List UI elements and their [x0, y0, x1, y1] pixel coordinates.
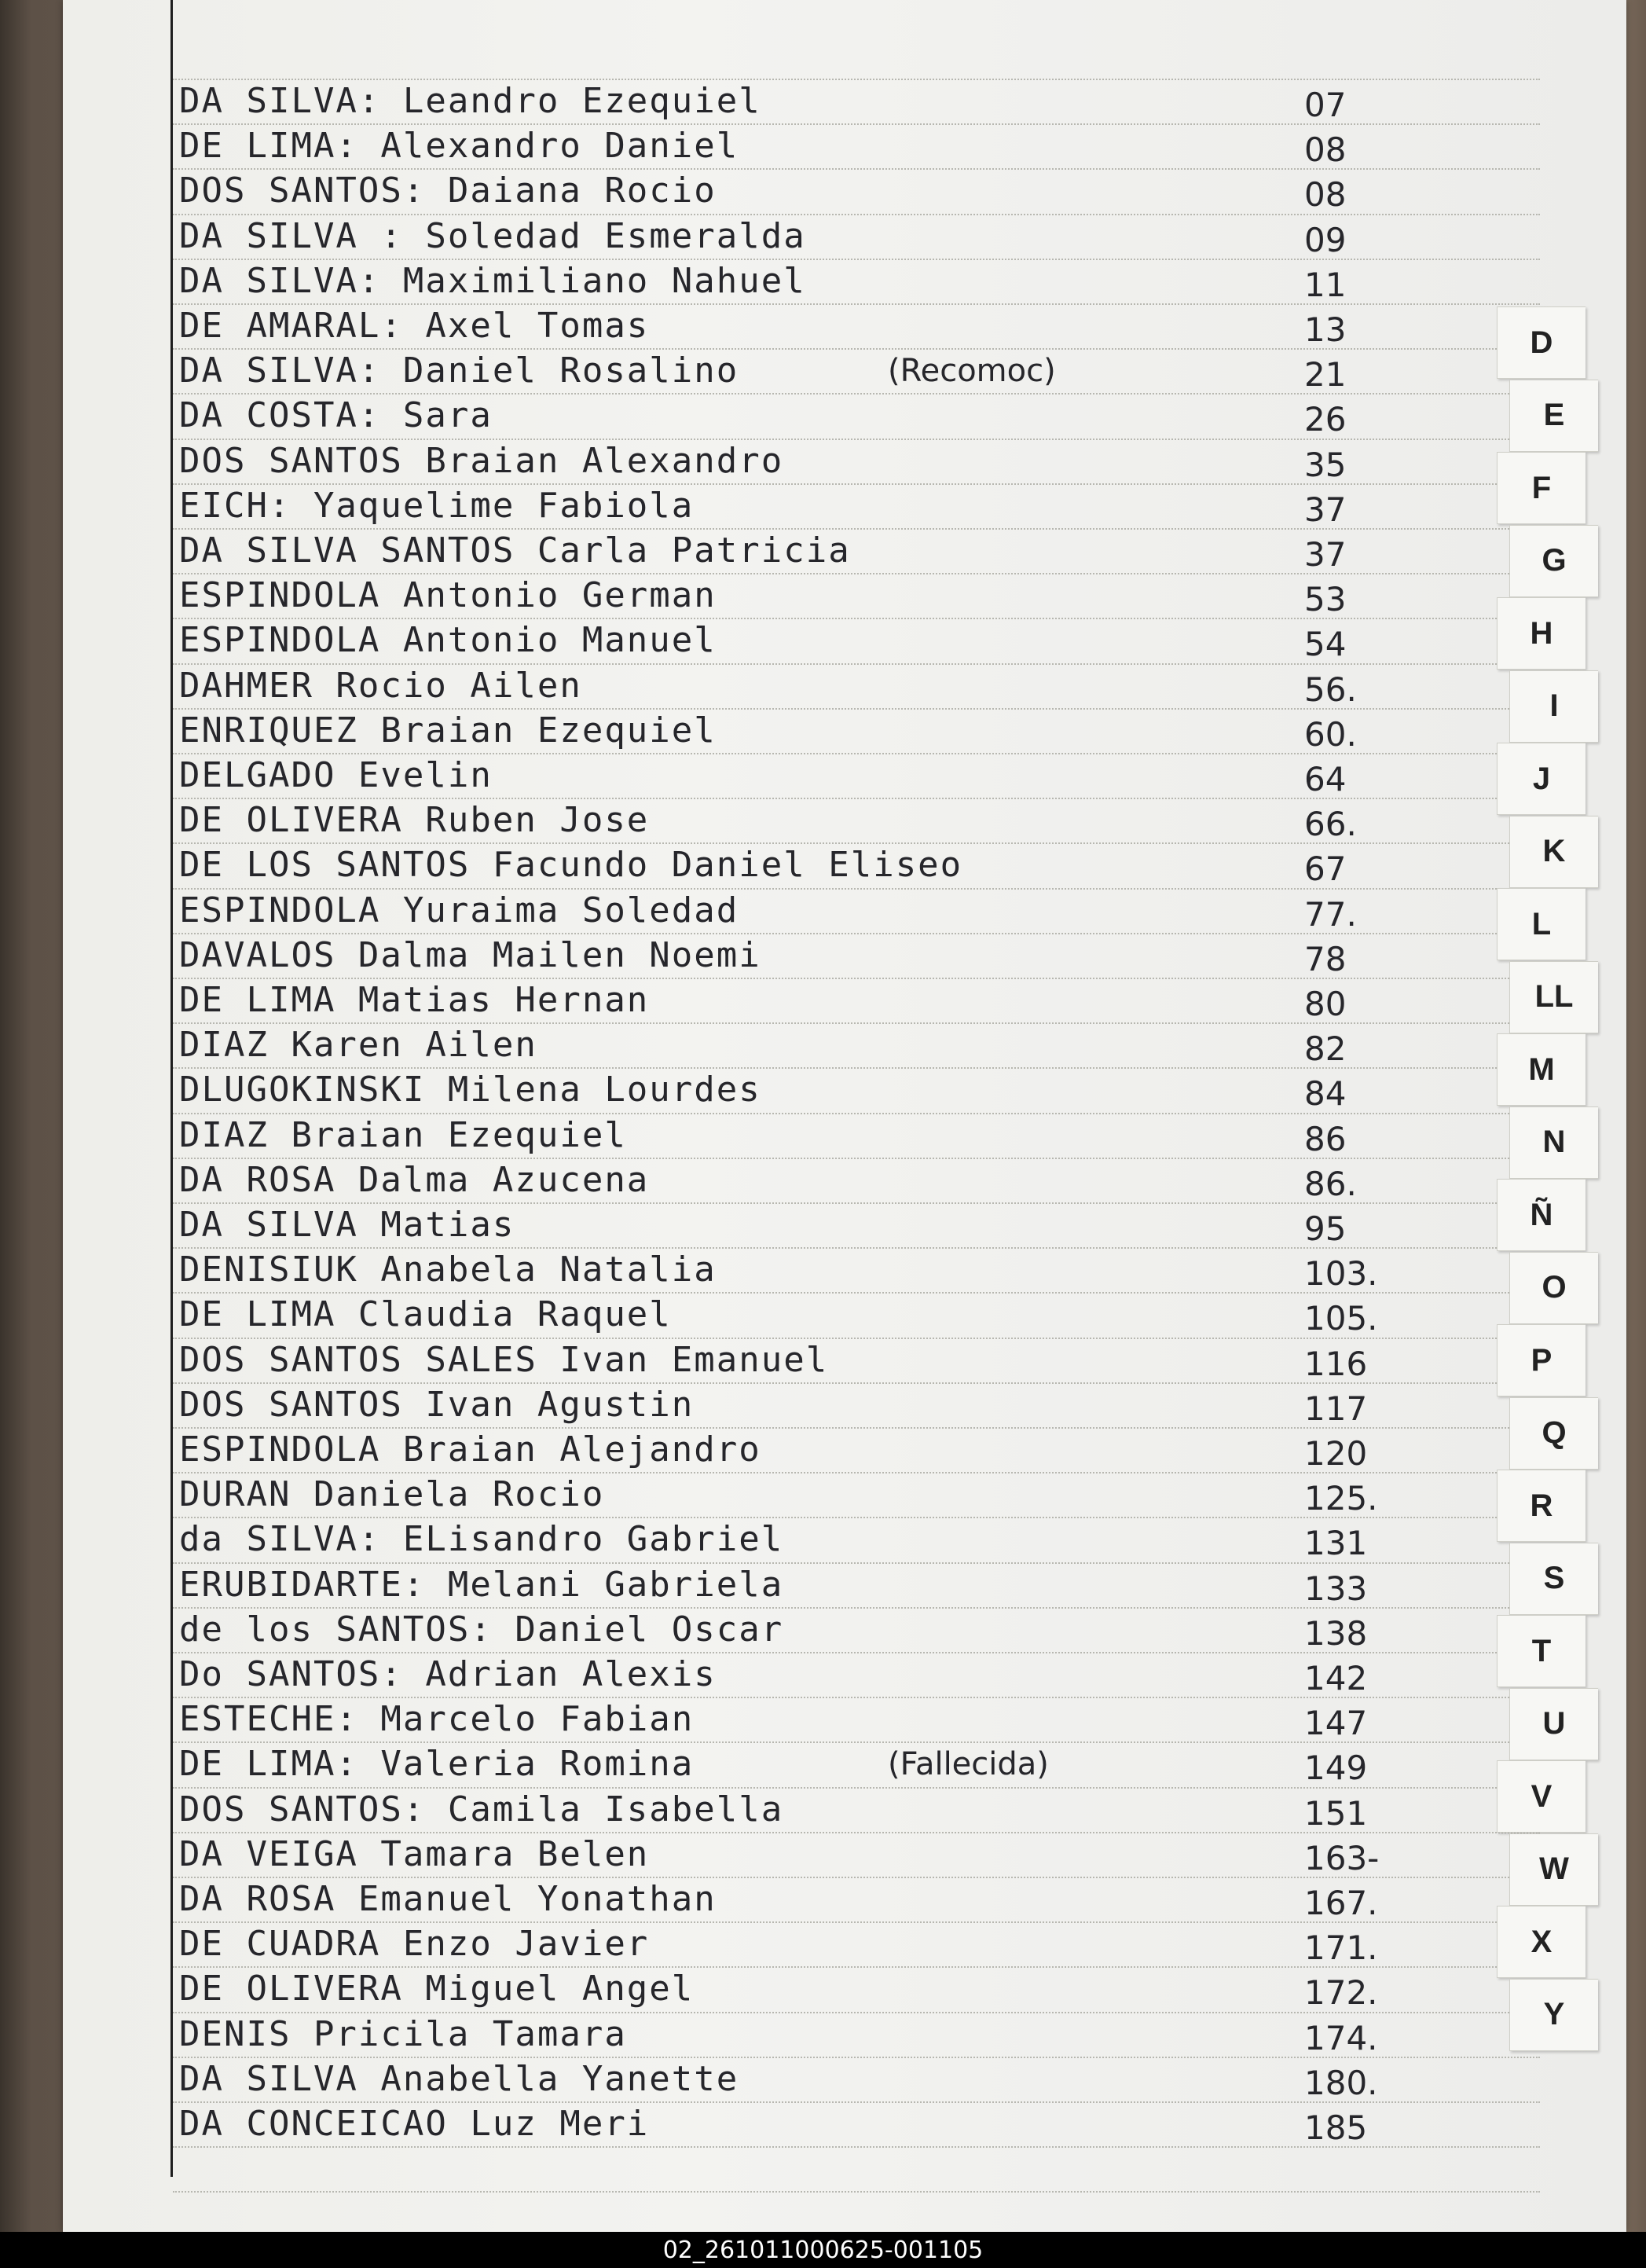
- entry-row: [173, 485, 1399, 529]
- entry-number: 185: [1304, 2108, 1368, 2147]
- index-tab[interactable]: K: [1509, 816, 1598, 888]
- entry-row: [173, 2058, 1399, 2102]
- entry-row: [173, 215, 1399, 259]
- entry-row: [173, 1114, 1399, 1158]
- index-tab[interactable]: L: [1497, 888, 1586, 960]
- entry-row: [173, 305, 1399, 349]
- index-tab[interactable]: Y: [1509, 1979, 1598, 2051]
- index-tabs: [1497, 306, 1607, 2075]
- entry-name: DE OLIVERA Ruben Jose: [179, 800, 650, 841]
- entry-number: 147: [1304, 1704, 1368, 1743]
- entry-row: [173, 979, 1399, 1023]
- index-tab[interactable]: N: [1509, 1106, 1598, 1179]
- entry-number: 180.: [1304, 2063, 1378, 2102]
- entry-name: ESPINDOLA Braian Alejandro: [179, 1429, 761, 1470]
- index-tab[interactable]: H: [1497, 597, 1586, 670]
- entry-name: DA CONCEICAO Luz Meri: [179, 2104, 650, 2144]
- entry-number: 67: [1304, 850, 1347, 889]
- index-tab[interactable]: Ñ: [1497, 1179, 1586, 1251]
- entry-name: Do SANTOS: Adrian Alexis: [179, 1654, 717, 1694]
- entry-name: DOS SANTOS Braian Alexandro: [179, 440, 784, 481]
- entry-row: [173, 1429, 1399, 1473]
- entry-row: [173, 440, 1399, 484]
- ledger-page: [63, 0, 1626, 2232]
- entry-row: [173, 350, 1399, 394]
- entry-name: DE CUADRA Enzo Javier: [179, 1924, 650, 1965]
- entry-name: DOS SANTOS Ivan Agustin: [179, 1384, 695, 1425]
- entry-row: [173, 619, 1399, 663]
- index-tab[interactable]: T: [1497, 1615, 1586, 1687]
- entry-row: [173, 1473, 1399, 1518]
- entry-name: DELGADO Evelin: [179, 755, 493, 795]
- entry-number: 151: [1304, 1793, 1368, 1833]
- entry-row: [173, 1878, 1399, 1922]
- entry-row: [173, 395, 1399, 439]
- entry-name: DE LIMA: Valeria Romina: [179, 1744, 695, 1785]
- entry-row: [173, 574, 1399, 618]
- entry-row: [173, 1339, 1399, 1383]
- entry-number: 142: [1304, 1659, 1368, 1697]
- entry-name: DOS SANTOS SALES Ivan Emanuel: [179, 1339, 829, 1380]
- entry-row: [173, 1698, 1399, 1742]
- entry-number: 11: [1304, 265, 1347, 304]
- entry-row: [173, 844, 1399, 888]
- entry-row: [173, 2013, 1399, 2057]
- entry-number: 09: [1304, 220, 1347, 259]
- entry-number: 171.: [1304, 1929, 1378, 1968]
- entry-name: DAVALOS Dalma Mailen Noemi: [179, 934, 761, 975]
- entry-row: [173, 530, 1399, 574]
- entry-name: DAHMER Rocio Ailen: [179, 665, 582, 706]
- entry-name: DA SILVA: Maximiliano Nahuel: [179, 260, 806, 301]
- entry-number: 149: [1304, 1749, 1368, 1788]
- entry-number: 07: [1304, 86, 1347, 124]
- entry-name: ESPINDOLA Yuraima Soledad: [179, 890, 739, 930]
- entry-name: DIAZ Braian Ezequiel: [179, 1114, 627, 1155]
- index-tab[interactable]: X: [1497, 1906, 1586, 1978]
- entry-row: [173, 1564, 1399, 1608]
- entry-number: 37: [1304, 535, 1347, 574]
- entry-name: DE AMARAL: Axel Tomas: [179, 306, 650, 346]
- entry-number: 120: [1304, 1434, 1368, 1473]
- entry-number: 138: [1304, 1613, 1368, 1653]
- entry-name: DA ROSA Dalma Azucena: [179, 1159, 650, 1200]
- index-tab[interactable]: R: [1497, 1470, 1586, 1542]
- index-tab[interactable]: V: [1497, 1760, 1586, 1833]
- entry-number: 13: [1304, 310, 1347, 349]
- entry-number: 163-: [1304, 1838, 1380, 1877]
- index-tab[interactable]: LL: [1509, 961, 1598, 1033]
- entry-name: ESPINDOLA Antonio German: [179, 575, 717, 616]
- entry-number: 66.: [1304, 805, 1357, 844]
- entry-name: DIAZ Karen Ailen: [179, 1025, 537, 1066]
- entry-number: 77.: [1304, 894, 1357, 934]
- entry-row: [173, 1609, 1399, 1653]
- entry-row: [173, 799, 1399, 843]
- entry-number: 116: [1304, 1344, 1368, 1383]
- entry-number: 167.: [1304, 1884, 1378, 1922]
- entry-row: [173, 170, 1399, 214]
- entry-number: 174.: [1304, 2018, 1378, 2057]
- entry-name: ESTECHE: Marcelo Fabian: [179, 1699, 695, 1740]
- entry-name: DE LIMA Matias Hernan: [179, 980, 650, 1020]
- entry-name: DA VEIGA Tamara Belen: [179, 1833, 650, 1874]
- entry-number: 125.: [1304, 1479, 1378, 1518]
- entry-row: [173, 1923, 1399, 1967]
- entry-name: DENISIUK Anabela Natalia: [179, 1250, 717, 1290]
- entry-number: 08: [1304, 175, 1347, 215]
- entry-number: 35: [1304, 445, 1347, 484]
- index-tab[interactable]: E: [1509, 380, 1598, 452]
- entry-row: [173, 80, 1399, 124]
- entry-number: 103.: [1304, 1254, 1378, 1294]
- entry-row: [173, 125, 1399, 169]
- entry-number: 21: [1304, 355, 1347, 395]
- entry-row: [173, 1653, 1399, 1697]
- entry-name: DA SILVA SANTOS Carla Patricia: [179, 530, 851, 571]
- entry-name: DA COSTA: Sara: [179, 395, 493, 436]
- entry-row: [173, 890, 1399, 934]
- entry-number: 82: [1304, 1029, 1347, 1069]
- entry-number: 131: [1304, 1524, 1368, 1563]
- entry-name: DOS SANTOS: Camila Isabella: [179, 1789, 784, 1829]
- entry-row: [173, 1159, 1399, 1203]
- entry-number: 172.: [1304, 1973, 1378, 2013]
- index-tab[interactable]: F: [1497, 452, 1586, 524]
- entry-note: (Fallecida): [888, 1746, 1049, 1783]
- entry-number: 53: [1304, 580, 1347, 619]
- entry-number: 117: [1304, 1389, 1368, 1428]
- entry-row: [173, 710, 1399, 754]
- entry-name: ESPINDOLA Antonio Manuel: [179, 620, 717, 661]
- entry-name: da SILVA: ELisandro Gabriel: [179, 1519, 784, 1560]
- entry-name: EICH: Yaquelime Fabiola: [179, 485, 695, 526]
- entry-name: DENIS Pricila Tamara: [179, 2013, 627, 2054]
- entry-row: [173, 754, 1399, 798]
- entry-name: DE LIMA Claudia Raquel: [179, 1294, 672, 1335]
- entry-number: 78: [1304, 939, 1347, 978]
- entry-row: [173, 1518, 1399, 1562]
- index-tab[interactable]: M: [1497, 1033, 1586, 1106]
- index-tab[interactable]: O: [1509, 1252, 1598, 1324]
- index-tab[interactable]: P: [1497, 1324, 1586, 1396]
- entry-number: 80: [1304, 985, 1347, 1023]
- entry-number: 105.: [1304, 1299, 1378, 1338]
- entry-name: DE LIMA: Alexandro Daniel: [179, 126, 739, 167]
- entry-name: DOS SANTOS: Daiana Rocio: [179, 171, 717, 211]
- entry-number: 84: [1304, 1074, 1347, 1114]
- entry-name: ENRIQUEZ Braian Ezequiel: [179, 710, 717, 750]
- entry-name: DA SILVA Matias: [179, 1205, 515, 1245]
- index-tab[interactable]: I: [1509, 670, 1598, 743]
- entry-number: 95: [1304, 1209, 1347, 1248]
- entry-number: 86.: [1304, 1164, 1357, 1203]
- entry-row: [173, 1024, 1399, 1068]
- index-tab[interactable]: D: [1497, 306, 1586, 379]
- entry-row: [173, 1833, 1399, 1877]
- entry-name: DA ROSA Emanuel Yonathan: [179, 1879, 717, 1919]
- entry-row: [173, 1384, 1399, 1428]
- entry-row: [173, 260, 1399, 304]
- entry-name: DA SILVA: Daniel Rosalino: [179, 350, 739, 391]
- entry-note: (Recomoc): [888, 353, 1056, 390]
- index-tab[interactable]: Q: [1509, 1397, 1598, 1470]
- entry-number: 133: [1304, 1569, 1368, 1608]
- entry-name: DA SILVA: Leandro Ezequiel: [179, 81, 761, 121]
- ruled-line: [173, 2191, 1540, 2193]
- entry-row: [173, 1968, 1399, 2012]
- entry-name: DE OLIVERA Miguel Angel: [179, 1969, 695, 2009]
- index-tab[interactable]: S: [1509, 1543, 1598, 1615]
- entry-number: 37: [1304, 490, 1347, 529]
- entry-row: [173, 665, 1399, 709]
- entry-number: 64: [1304, 760, 1347, 798]
- index-tab[interactable]: U: [1509, 1688, 1598, 1760]
- entry-name: DE LOS SANTOS Facundo Daniel Eliseo: [179, 845, 963, 886]
- entry-row: [173, 1294, 1399, 1338]
- image-caption: 02_261011000625-001105: [0, 2232, 1646, 2268]
- entry-name: ERUBIDARTE: Melani Gabriela: [179, 1564, 784, 1605]
- entry-row: [173, 1249, 1399, 1293]
- entry-name: DA SILVA Anabella Yanette: [179, 2058, 739, 2099]
- entry-number: 60.: [1304, 714, 1357, 754]
- entry-number: 26: [1304, 400, 1347, 439]
- entry-row: [173, 1743, 1399, 1787]
- entry-name: DLUGOKINSKI Milena Lourdes: [179, 1070, 761, 1110]
- entry-name: DA SILVA : Soledad Esmeralda: [179, 215, 806, 256]
- entry-number: 54: [1304, 625, 1347, 664]
- entry-name: de los SANTOS: Daniel Oscar: [179, 1609, 784, 1650]
- entry-row: [173, 1204, 1399, 1248]
- entry-number: 86: [1304, 1119, 1347, 1158]
- entry-row: [173, 1069, 1399, 1113]
- entry-row: [173, 2103, 1399, 2147]
- index-tab[interactable]: W: [1509, 1833, 1598, 1906]
- entry-row: [173, 934, 1399, 978]
- entry-number: 08: [1304, 130, 1347, 170]
- entry-name: DURAN Daniela Rocio: [179, 1474, 605, 1515]
- index-tab[interactable]: J: [1497, 743, 1586, 815]
- entry-number: 56.: [1304, 670, 1357, 709]
- entry-row: [173, 1789, 1399, 1833]
- index-tab[interactable]: G: [1509, 525, 1598, 597]
